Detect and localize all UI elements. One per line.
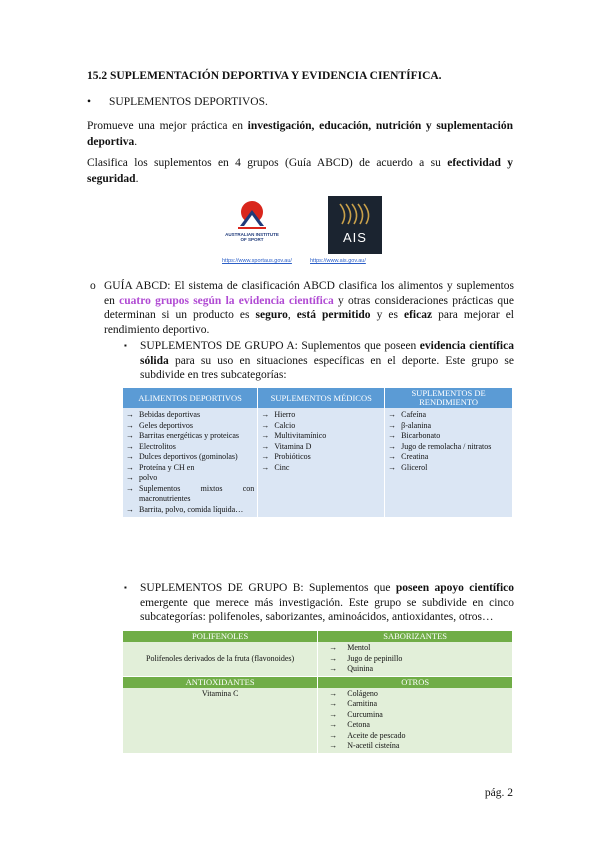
item-text: Quinina (347, 664, 374, 673)
list-item (126, 442, 254, 453)
arrow-icon: → (329, 699, 338, 708)
list-item (126, 473, 254, 484)
text: y es (370, 309, 404, 321)
ais-logo-text: AIS (343, 230, 367, 245)
bold-text: está permitido (296, 309, 371, 321)
arrow-icon: → (388, 431, 397, 440)
list-item (321, 731, 509, 742)
arrow-icon: → (329, 688, 338, 698)
list-item (126, 484, 254, 505)
grupo-a-table (123, 388, 513, 517)
cell-otros (318, 688, 513, 754)
cell-saborizantes (318, 642, 513, 676)
list-item (261, 410, 381, 421)
text: para su uso en situaciones específicas en el deporte. Este grupo se subdivide en tres subcategorías: (140, 354, 514, 381)
bold-text: investigación, educación, nutrición y suplementación deportiva (87, 120, 513, 148)
item-text: Hierro (274, 410, 296, 419)
item-text: Suplementos mixtos con macronutrientes (139, 483, 255, 503)
item-text: Glicerol (401, 462, 428, 472)
item-text: Jugo de remolacha / nitratos (401, 441, 492, 451)
col-rendimiento (385, 408, 513, 517)
item-text: Colágeno (347, 688, 378, 698)
logos-block (224, 196, 404, 266)
arrow-icon: → (388, 462, 397, 472)
section-heading: 15.2 SUPLEMENTACIÓN DEPORTIVA Y EVIDENCIA CIENTÍFICA. (87, 70, 442, 82)
list-item (388, 431, 509, 442)
list-item (126, 505, 254, 516)
arrow-icon: → (126, 441, 134, 451)
list-item (388, 442, 509, 453)
header-alimentos: ALIMENTOS DEPORTIVOS (123, 388, 258, 408)
text: . (135, 173, 139, 185)
bold-text: evidencia científica sólida (140, 340, 514, 367)
cell-polifenoles: Polifenoles derivados de la fruta (flavonoides) (123, 642, 318, 676)
list-item (388, 463, 509, 474)
header-otros: OTROS (318, 676, 513, 688)
arrow-icon: → (261, 441, 270, 451)
text: para mejorar el rendimiento deportivo. (104, 309, 514, 336)
col-alimentos (123, 408, 258, 517)
bold-text: seguro (255, 309, 288, 321)
arrow-icon: → (329, 709, 338, 719)
list-item (321, 699, 509, 710)
arrow-icon: → (126, 431, 134, 440)
grupo-b-paragraph (124, 581, 514, 625)
item-text: Curcumina (347, 709, 383, 719)
list-item (126, 421, 254, 432)
item-text: Creatina (401, 452, 429, 461)
cell-antioxidantes: Vitamina C (123, 688, 318, 754)
arrow-icon: → (329, 730, 338, 740)
arrow-icon: → (126, 410, 134, 419)
text: Promueve una mejor práctica en (87, 120, 248, 132)
list-item (126, 410, 254, 421)
arrow-icon: → (329, 720, 338, 729)
list-item (321, 654, 509, 665)
text: emergente que merece más investigación. Este grupo se subdivide en cinco subcategorías: polifenoles, saborizantes, aminoácidos, antioxidantes, otros… (140, 596, 514, 623)
item-text: Carnitina (347, 699, 378, 708)
item-text: Multivitamínico (274, 431, 327, 440)
text: y otras consideraciones prácticas que determinan si un producto es (104, 294, 514, 321)
grupo-a-paragraph (124, 339, 514, 383)
arrow-icon: → (126, 483, 134, 493)
header-rendimiento: SUPLEMENTOS DE RENDIMIENTO (385, 388, 513, 408)
arrow-icon: → (388, 452, 397, 461)
arrow-icon: → (329, 664, 338, 673)
list-item (321, 643, 509, 654)
paragraph-promote (87, 118, 513, 150)
list-marker: ▪ (124, 583, 127, 592)
bold-text: efectividad y seguridad (87, 157, 514, 185)
header-polifenoles: POLIFENOLES (123, 631, 318, 642)
page-number: pág. 2 (484, 787, 513, 799)
item-text: N-acetil cisteína (347, 741, 400, 750)
bullet-text: SUPLEMENTOS DEPORTIVOS. (109, 96, 268, 108)
list-marker: ▪ (124, 341, 127, 350)
arrow-icon: → (126, 452, 134, 461)
arrow-icon: → (388, 441, 397, 451)
item-text: Calcio (274, 420, 296, 430)
list-item (261, 463, 381, 474)
guia-abcd-paragraph (90, 279, 514, 337)
sportaus-link[interactable]: https://www.sportaus.gov.au/ (222, 258, 292, 264)
arrow-icon: → (329, 643, 338, 652)
item-text: Aceite de pescado (347, 730, 406, 740)
list-item (261, 452, 381, 463)
bold-text: eficaz (403, 309, 433, 321)
item-text: Cinc (274, 462, 290, 472)
list-item (321, 710, 509, 721)
list-item (321, 664, 509, 675)
bullet-symbol: • (87, 96, 92, 108)
ais-logo-caption: AUSTRALIAN INSTITUTE OF SPORT (225, 232, 279, 242)
text: Clasifica los suplementos en 4 grupos (Guía ABCD) de acuerdo a su (87, 157, 448, 169)
header-antioxidantes: ANTIOXIDANTES (123, 676, 318, 688)
bullet-supplements (87, 96, 268, 108)
list-item (126, 463, 254, 474)
highlight-text: cuatro grupos según la evidencia científica (119, 294, 334, 307)
arrow-icon: → (261, 462, 270, 472)
ais-logo-dark (328, 196, 382, 254)
text: SUPLEMENTOS DE GRUPO A: Suplementos que poseen (140, 340, 420, 352)
list-item (126, 452, 254, 463)
item-text: polvo (139, 473, 158, 482)
arrow-icon: → (126, 504, 134, 514)
arrow-icon: → (261, 452, 270, 461)
item-text: Bebidas deportivas (139, 410, 201, 419)
item-text: β-alanina (401, 420, 431, 430)
arrow-icon: → (126, 473, 134, 482)
paragraph-classify (87, 155, 513, 187)
header-medicos: SUPLEMENTOS MÉDICOS (258, 388, 385, 408)
list-item (261, 421, 381, 432)
col-medicos (258, 408, 385, 517)
item-text: Proteína y CH en (139, 462, 195, 472)
list-item (321, 720, 509, 731)
list-item (388, 421, 509, 432)
text: SUPLEMENTOS DE GRUPO B: Suplementos que (140, 582, 396, 594)
header-saborizantes: SABORIZANTES (318, 631, 513, 642)
arrow-icon: → (261, 431, 270, 440)
list-item (126, 431, 254, 442)
item-text: Jugo de pepinillo (347, 653, 403, 663)
arrow-icon: → (261, 420, 270, 430)
arrow-icon: → (388, 420, 397, 430)
item-text: Dulces deportivos (gominolas) (139, 452, 238, 461)
item-text: Barrita, polvo, comida líquida… (139, 504, 244, 514)
item-text: Geles deportivos (139, 420, 193, 430)
list-item (261, 442, 381, 453)
arrow-icon: → (329, 653, 338, 663)
ais-link[interactable]: https://www.ais.gov.au/ (310, 258, 366, 264)
text: GUÍA ABCD: El sistema de clasificación ABCD clasifica los alimentos y suplementos en (104, 280, 514, 307)
bold-text: poseen apoyo científico (395, 582, 514, 594)
grupo-b-table (123, 631, 513, 754)
arrow-icon: → (261, 410, 270, 419)
item-text: Cetona (347, 720, 370, 729)
arrow-icon: → (388, 410, 397, 419)
item-text: Vitamina D (274, 441, 312, 451)
item-text: Probióticos (274, 452, 311, 461)
item-text: Electrolitos (139, 441, 176, 451)
item-text: Cafeína (401, 410, 427, 419)
list-item (388, 410, 509, 421)
text: . (134, 136, 138, 148)
list-item (388, 452, 509, 463)
item-text: Mentol (347, 643, 371, 652)
list-marker: o (90, 280, 96, 292)
arrow-icon: → (126, 462, 134, 472)
arrow-icon: → (329, 741, 338, 750)
list-item (321, 741, 509, 752)
list-item (321, 689, 509, 700)
ais-logo-white (224, 196, 280, 254)
list-item (261, 431, 381, 442)
text: , (287, 309, 297, 321)
arrow-icon: → (126, 420, 134, 430)
item-text: Bicarbonato (401, 431, 441, 440)
item-text: Barritas energéticas y proteicas (139, 431, 240, 440)
